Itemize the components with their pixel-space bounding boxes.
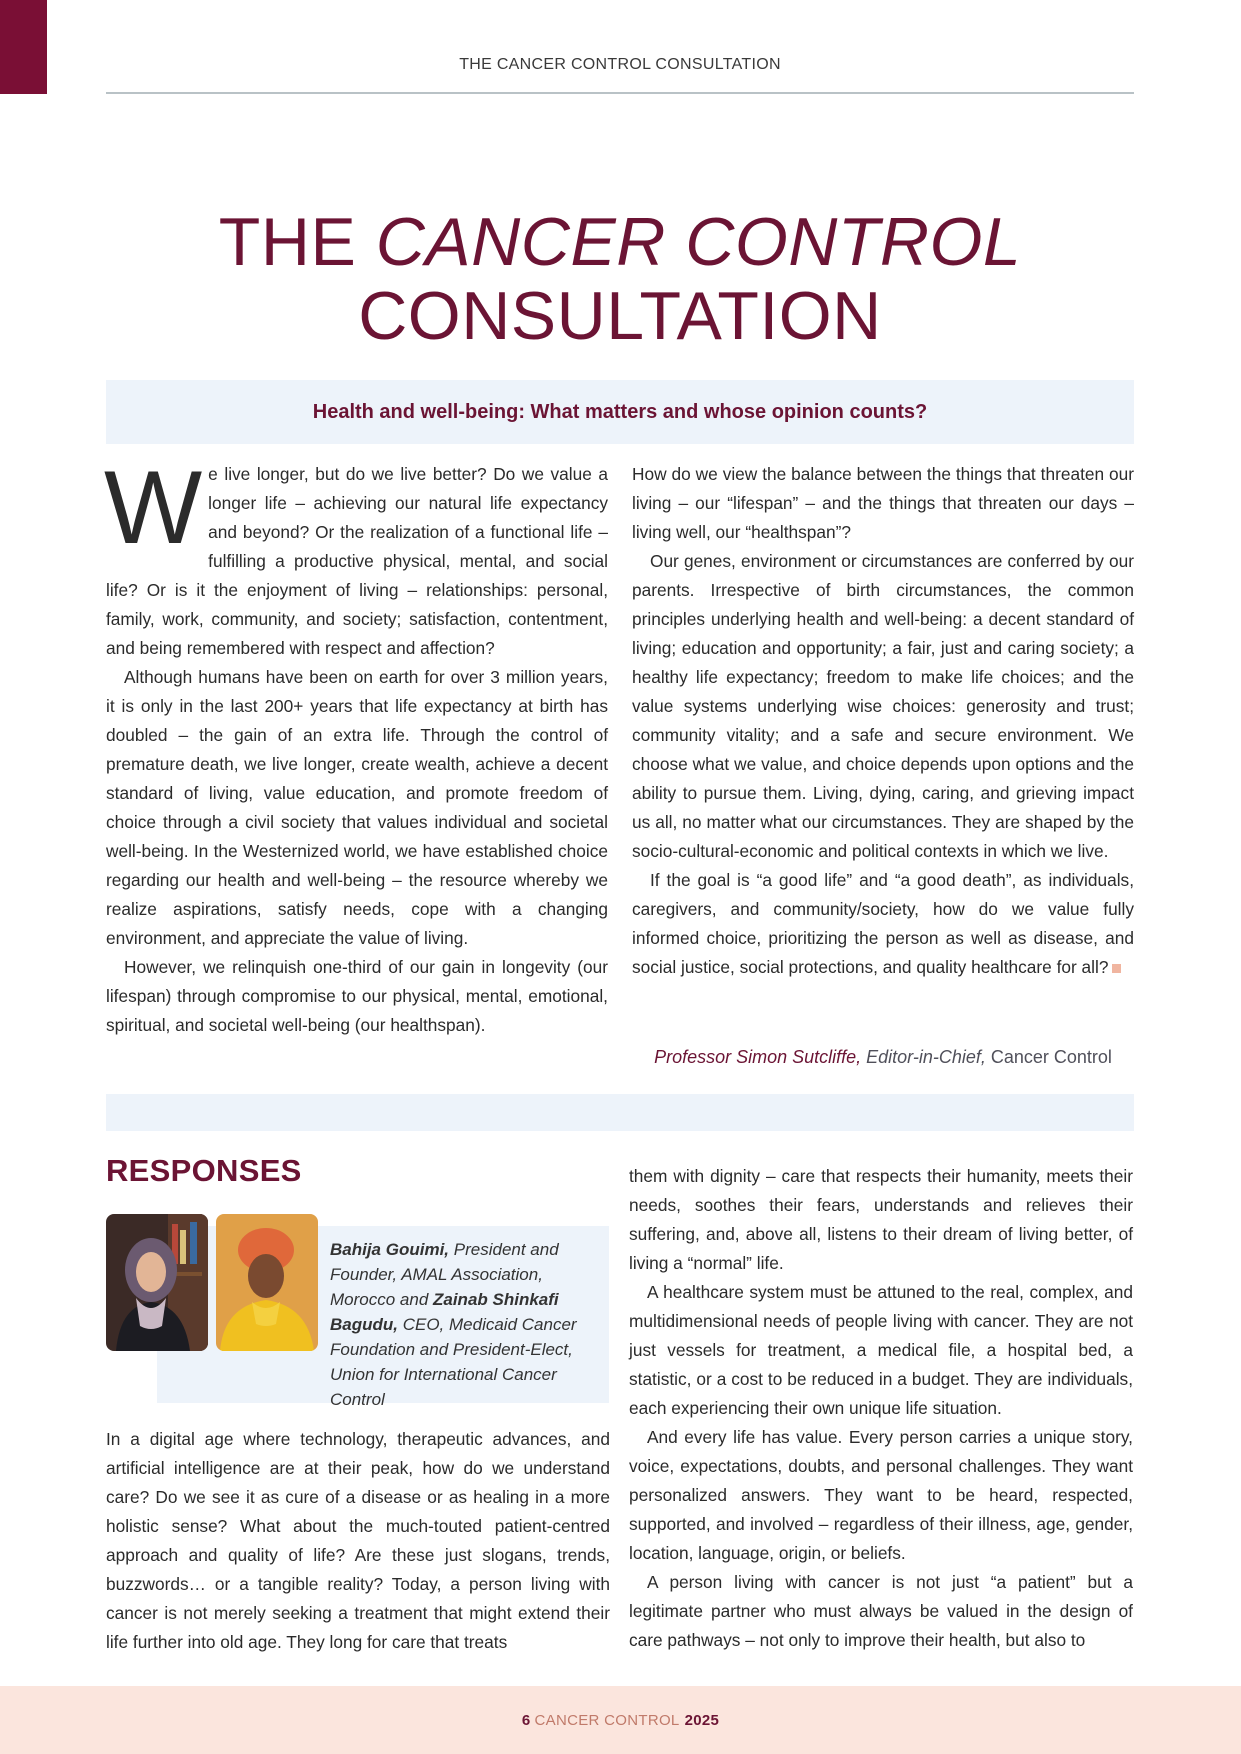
- corner-tab: [0, 0, 47, 94]
- intro-paragraph: How do we view the balance between the things that threaten our living – our “lifespan” – and the things that threaten our days – living well, our “healthspan”?: [632, 464, 1134, 542]
- contributor-1-role: President and Founder, AMAL Association, Morocco and: [330, 1240, 559, 1309]
- title-line2: CONSULTATION: [358, 278, 882, 354]
- title-line1-italic: CANCER CONTROL: [375, 204, 1022, 280]
- title-line1-plain: THE: [218, 204, 376, 280]
- page-footer: [0, 1686, 1241, 1754]
- page-number: 6: [521, 1711, 531, 1729]
- contributor-2-name: Zainab Shinkafi Bagudu,: [330, 1290, 559, 1334]
- intro-paragraph: Our genes, environment or circumstances are conferred by our parents. Irrespective of birth circumstances, the common principles underlying health and well-being: a decent standard of living; education and opportunity; a fair, just and caring society; a healthy life expectancy; freedom to make life choices; and the value systems underlying wise choices: generosity and trust; community vitality; and a safe and secure environment. We choose what we value, and choice depends upon options and the ability to pursue them. Living, dying, caring, and grieving impact us all, no matter what our circumstances. They are shaped by the socio-cultural-economic and political contexts in which we live.: [632, 551, 1134, 861]
- drop-cap: W: [104, 450, 203, 566]
- byline: [632, 1047, 1134, 1068]
- contributor-1-name: Bahija Gouimi,: [330, 1240, 450, 1259]
- intro-right-column: [632, 460, 1134, 982]
- intro-p1-text: e live longer, but do we live better? Do we value a longer life – achieving our natural life expectancy and beyond? Or the realization of a functional life – fulfilling a productive physical, mental, and social life? Or is it the enjoyment of living – relationships: personal, family, work, community, and society; satisfaction, contentment, and being remembered with respect and affection?: [106, 464, 608, 658]
- footer-magazine: CANCER CONTROL: [534, 1711, 680, 1729]
- response-paragraph: In a digital age where technology, therapeutic advances, and artificial intelligence are at their peak, how do we understand care? Do we see it as cure of a disease or as healing in a more holistic sense? What about the much-touted patient-centred approach and quality of life? Are these just slogans, trends, buzzwords… or a tangible reality? Today, a person living with cancer is not merely seeking a treatment that might extend their life further into old age. They long for care that treats: [106, 1429, 610, 1652]
- response-paragraph: And every life has value. Every person carries a unique story, voice, expectations, doubts, and personal challenges. They want personalized answers. They want to be heard, respected, supported, and involved – regardless of their illness, age, gender, location, language, origin, or beliefs.: [629, 1427, 1133, 1563]
- response-paragraph: A healthcare system must be attuned to the real, complex, and multidimensional needs of people living with cancer. They are not just vessels for treatment, a medical file, a hospital bed, a statistic, or a cost to be reduced in a budget. They are individuals, each experiencing their own unique life situation.: [629, 1282, 1133, 1418]
- subhead-band: [106, 380, 1134, 444]
- contributor-photo-1: [106, 1214, 208, 1351]
- responses-right-column: [629, 1162, 1133, 1655]
- responses-left-column: [106, 1425, 610, 1657]
- header-rule: [106, 92, 1134, 94]
- section-divider-band: [106, 1094, 1134, 1131]
- intro-paragraph: Although humans have been on earth for over 3 million years, it is only in the last 200+ years that life expectancy at birth has doubled – the gain of an extra life. Through the control of premature death, we live longer, create wealth, achieve a decent standard of living, value education, and promote freedom of choice through a civil society that values individual and societal well-being. In the Westernized world, we have established choice regarding our health and well-being – the resource whereby we realize aspirations, satisfy needs, cope with a changing environment, and appreciate the value of living.: [106, 667, 608, 948]
- subhead: Health and well-being: What matters and whose opinion counts?: [312, 400, 928, 423]
- contributor-photo-2: [216, 1214, 318, 1351]
- byline-author: Professor Simon Sutcliffe,: [654, 1047, 862, 1067]
- footer-year: 2025: [684, 1711, 720, 1729]
- contributor-2-role: CEO, Medicaid Cancer Foundation and President-Elect, Union for International Cancer Control: [330, 1315, 577, 1409]
- running-head: THE CANCER CONTROL CONSULTATION: [459, 56, 781, 73]
- response-paragraph: A person living with cancer is not just “a patient” but a legitimate partner who must always be valued in the design of care pathways – not only to improve their health, but also to: [629, 1572, 1133, 1650]
- responses-heading: RESPONSES: [106, 1153, 302, 1188]
- intro-paragraph: [632, 866, 1134, 982]
- intro-paragraph: [104, 450, 608, 663]
- portrait-icon: [106, 1214, 208, 1351]
- intro-p3-text: If the goal is “a good life” and “a good death”, as individuals, caregivers, and community/society, how do we value fully informed choice, prioritizing the person as well as disease, and social justice, social protections, and quality healthcare for all?: [632, 870, 1134, 977]
- portrait-icon: [216, 1214, 318, 1351]
- contributor-credits: [330, 1237, 606, 1412]
- byline-publication: Cancer Control: [990, 1047, 1112, 1067]
- byline-role: Editor-in-Chief,: [861, 1047, 991, 1067]
- intro-paragraph: However, we relinquish one-third of our gain in longevity (our lifespan) through compromise to our physical, mental, emotional, spiritual, and societal well-being (our healthspan).: [106, 957, 608, 1035]
- end-mark-icon: [1112, 964, 1121, 973]
- article-title: [106, 205, 1134, 353]
- intro-left-column: [104, 450, 608, 1040]
- response-paragraph: them with dignity – care that respects their humanity, meets their needs, soothes their fears, understands and relieves their suffering, and, above all, listens to their dream of living better, of living a “normal” life.: [629, 1166, 1133, 1273]
